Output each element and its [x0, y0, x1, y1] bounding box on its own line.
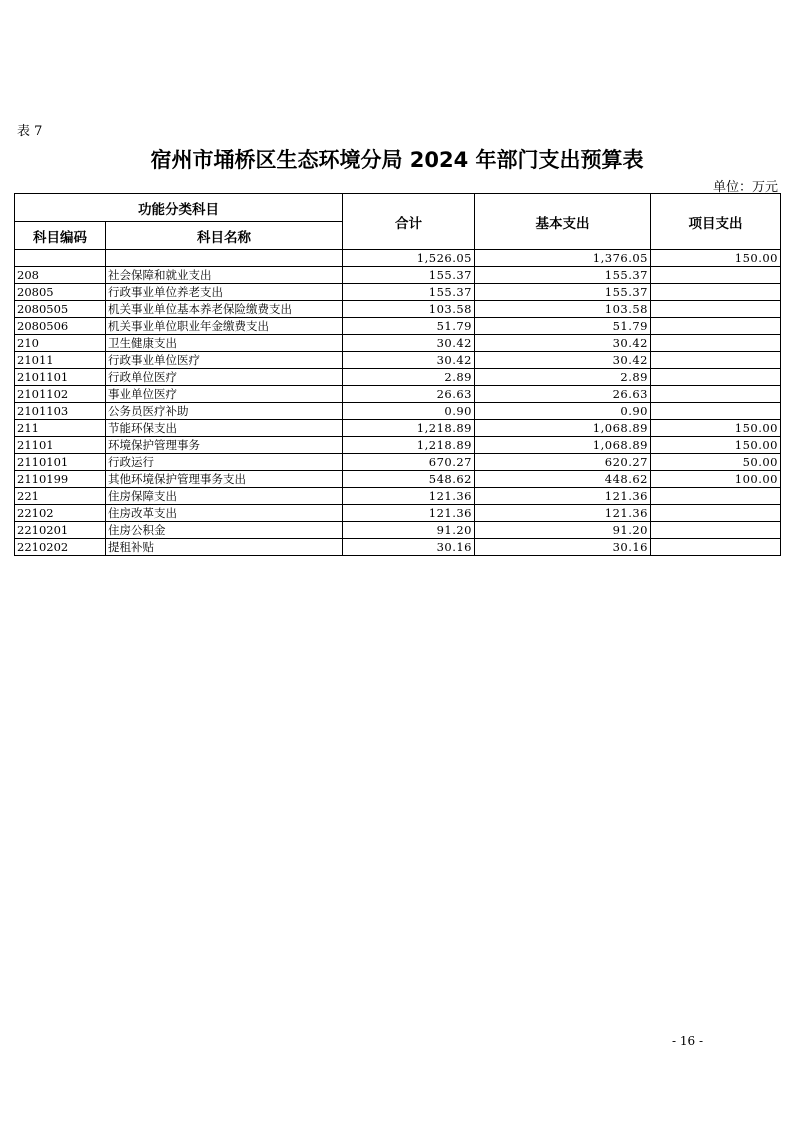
- table-row: [15, 250, 781, 267]
- subject-name-cell: 机关事业单位基本养老保险缴费支出: [106, 301, 343, 318]
- table-number: 表 7: [17, 124, 43, 139]
- table-row: [15, 403, 781, 420]
- subject-name-cell: 其他环境保护管理事务支出: [106, 471, 343, 488]
- table-row: [15, 335, 781, 352]
- header-project-expenditure: 项目支出: [651, 194, 781, 250]
- header-subject-name: 科目名称: [106, 222, 343, 250]
- unit-label: 单位：万元: [712, 180, 778, 195]
- subject-name-cell: 节能环保支出: [106, 420, 343, 437]
- basic-expenditure-cell: 155.37: [475, 267, 651, 284]
- total-cell: 2.89: [343, 369, 475, 386]
- subject-name-cell: 行政运行: [106, 454, 343, 471]
- project-expenditure-cell: [651, 386, 781, 403]
- total-cell: 121.36: [343, 505, 475, 522]
- total-cell: 103.58: [343, 301, 475, 318]
- table-row: [15, 522, 781, 539]
- project-expenditure-cell: 50.00: [651, 454, 781, 471]
- subject-name-cell: 住房公积金: [106, 522, 343, 539]
- header-subject-code: 科目编码: [15, 222, 106, 250]
- project-expenditure-cell: 150.00: [651, 250, 781, 267]
- page-number: - 16 -: [672, 1034, 704, 1048]
- total-cell: 26.63: [343, 386, 475, 403]
- subject-code-cell: 21101: [15, 437, 106, 454]
- project-expenditure-cell: [651, 403, 781, 420]
- subject-code-cell: 208: [15, 267, 106, 284]
- total-cell: 1,218.89: [343, 437, 475, 454]
- subject-name-cell: [106, 250, 343, 267]
- basic-expenditure-cell: 1,068.89: [475, 437, 651, 454]
- subject-name-cell: 社会保障和就业支出: [106, 267, 343, 284]
- project-expenditure-cell: [651, 335, 781, 352]
- subject-code-cell: 2210201: [15, 522, 106, 539]
- table-row: [15, 505, 781, 522]
- project-expenditure-cell: [651, 369, 781, 386]
- project-expenditure-cell: [651, 539, 781, 556]
- basic-expenditure-cell: 30.16: [475, 539, 651, 556]
- basic-expenditure-cell: 1,376.05: [475, 250, 651, 267]
- total-cell: 155.37: [343, 267, 475, 284]
- subject-code-cell: 2110199: [15, 471, 106, 488]
- total-cell: 548.62: [343, 471, 475, 488]
- table-row: [15, 267, 781, 284]
- table-row: [15, 437, 781, 454]
- project-expenditure-cell: [651, 522, 781, 539]
- subject-name-cell: 机关事业单位职业年金缴费支出: [106, 318, 343, 335]
- total-cell: 1,218.89: [343, 420, 475, 437]
- subject-name-cell: 住房改革支出: [106, 505, 343, 522]
- basic-expenditure-cell: 155.37: [475, 284, 651, 301]
- subject-code-cell: [15, 250, 106, 267]
- basic-expenditure-cell: 121.36: [475, 488, 651, 505]
- subject-code-cell: 2110101: [15, 454, 106, 471]
- subject-code-cell: 20805: [15, 284, 106, 301]
- basic-expenditure-cell: 30.42: [475, 335, 651, 352]
- budget-table: [14, 193, 781, 556]
- project-expenditure-cell: [651, 301, 781, 318]
- table-row: [15, 352, 781, 369]
- total-cell: 121.36: [343, 488, 475, 505]
- project-expenditure-cell: 100.00: [651, 471, 781, 488]
- subject-code-cell: 2080505: [15, 301, 106, 318]
- basic-expenditure-cell: 30.42: [475, 352, 651, 369]
- subject-code-cell: 221: [15, 488, 106, 505]
- table-row: [15, 471, 781, 488]
- subject-code-cell: 2080506: [15, 318, 106, 335]
- project-expenditure-cell: [651, 284, 781, 301]
- subject-name-cell: 环境保护管理事务: [106, 437, 343, 454]
- total-cell: 30.42: [343, 352, 475, 369]
- project-expenditure-cell: [651, 267, 781, 284]
- table-row: [15, 284, 781, 301]
- table-row: [15, 301, 781, 318]
- subject-code-cell: 2101102: [15, 386, 106, 403]
- total-cell: 30.16: [343, 539, 475, 556]
- basic-expenditure-cell: 620.27: [475, 454, 651, 471]
- table-row: [15, 539, 781, 556]
- basic-expenditure-cell: 91.20: [475, 522, 651, 539]
- total-cell: 30.42: [343, 335, 475, 352]
- subject-name-cell: 住房保障支出: [106, 488, 343, 505]
- subject-name-cell: 事业单位医疗: [106, 386, 343, 403]
- table-row: [15, 488, 781, 505]
- project-expenditure-cell: 150.00: [651, 437, 781, 454]
- basic-expenditure-cell: 51.79: [475, 318, 651, 335]
- total-cell: 1,526.05: [343, 250, 475, 267]
- basic-expenditure-cell: 121.36: [475, 505, 651, 522]
- subject-name-cell: 提租补贴: [106, 539, 343, 556]
- table-row: [15, 420, 781, 437]
- basic-expenditure-cell: 1,068.89: [475, 420, 651, 437]
- table-row: [15, 369, 781, 386]
- table-row: [15, 454, 781, 471]
- subject-code-cell: 2210202: [15, 539, 106, 556]
- table-body: [15, 250, 781, 556]
- basic-expenditure-cell: 448.62: [475, 471, 651, 488]
- total-cell: 155.37: [343, 284, 475, 301]
- header-basic-expenditure: 基本支出: [475, 194, 651, 250]
- project-expenditure-cell: [651, 352, 781, 369]
- subject-name-cell: 公务员医疗补助: [106, 403, 343, 420]
- subject-name-cell: 行政单位医疗: [106, 369, 343, 386]
- total-cell: 51.79: [343, 318, 475, 335]
- total-cell: 0.90: [343, 403, 475, 420]
- subject-code-cell: 2101101: [15, 369, 106, 386]
- header-function-classification: 功能分类科目: [15, 194, 343, 222]
- basic-expenditure-cell: 26.63: [475, 386, 651, 403]
- subject-code-cell: 21011: [15, 352, 106, 369]
- table-row: [15, 386, 781, 403]
- total-cell: 91.20: [343, 522, 475, 539]
- basic-expenditure-cell: 0.90: [475, 403, 651, 420]
- project-expenditure-cell: 150.00: [651, 420, 781, 437]
- basic-expenditure-cell: 103.58: [475, 301, 651, 318]
- project-expenditure-cell: [651, 488, 781, 505]
- subject-code-cell: 22102: [15, 505, 106, 522]
- subject-name-cell: 行政事业单位医疗: [106, 352, 343, 369]
- project-expenditure-cell: [651, 505, 781, 522]
- subject-name-cell: 卫生健康支出: [106, 335, 343, 352]
- subject-code-cell: 2101103: [15, 403, 106, 420]
- table-row: [15, 318, 781, 335]
- basic-expenditure-cell: 2.89: [475, 369, 651, 386]
- subject-code-cell: 211: [15, 420, 106, 437]
- header-total: 合计: [343, 194, 475, 250]
- total-cell: 670.27: [343, 454, 475, 471]
- page-title: 宿州市埇桥区生态环境分局 2024 年部门支出预算表: [150, 148, 644, 172]
- subject-code-cell: 210: [15, 335, 106, 352]
- subject-name-cell: 行政事业单位养老支出: [106, 284, 343, 301]
- project-expenditure-cell: [651, 318, 781, 335]
